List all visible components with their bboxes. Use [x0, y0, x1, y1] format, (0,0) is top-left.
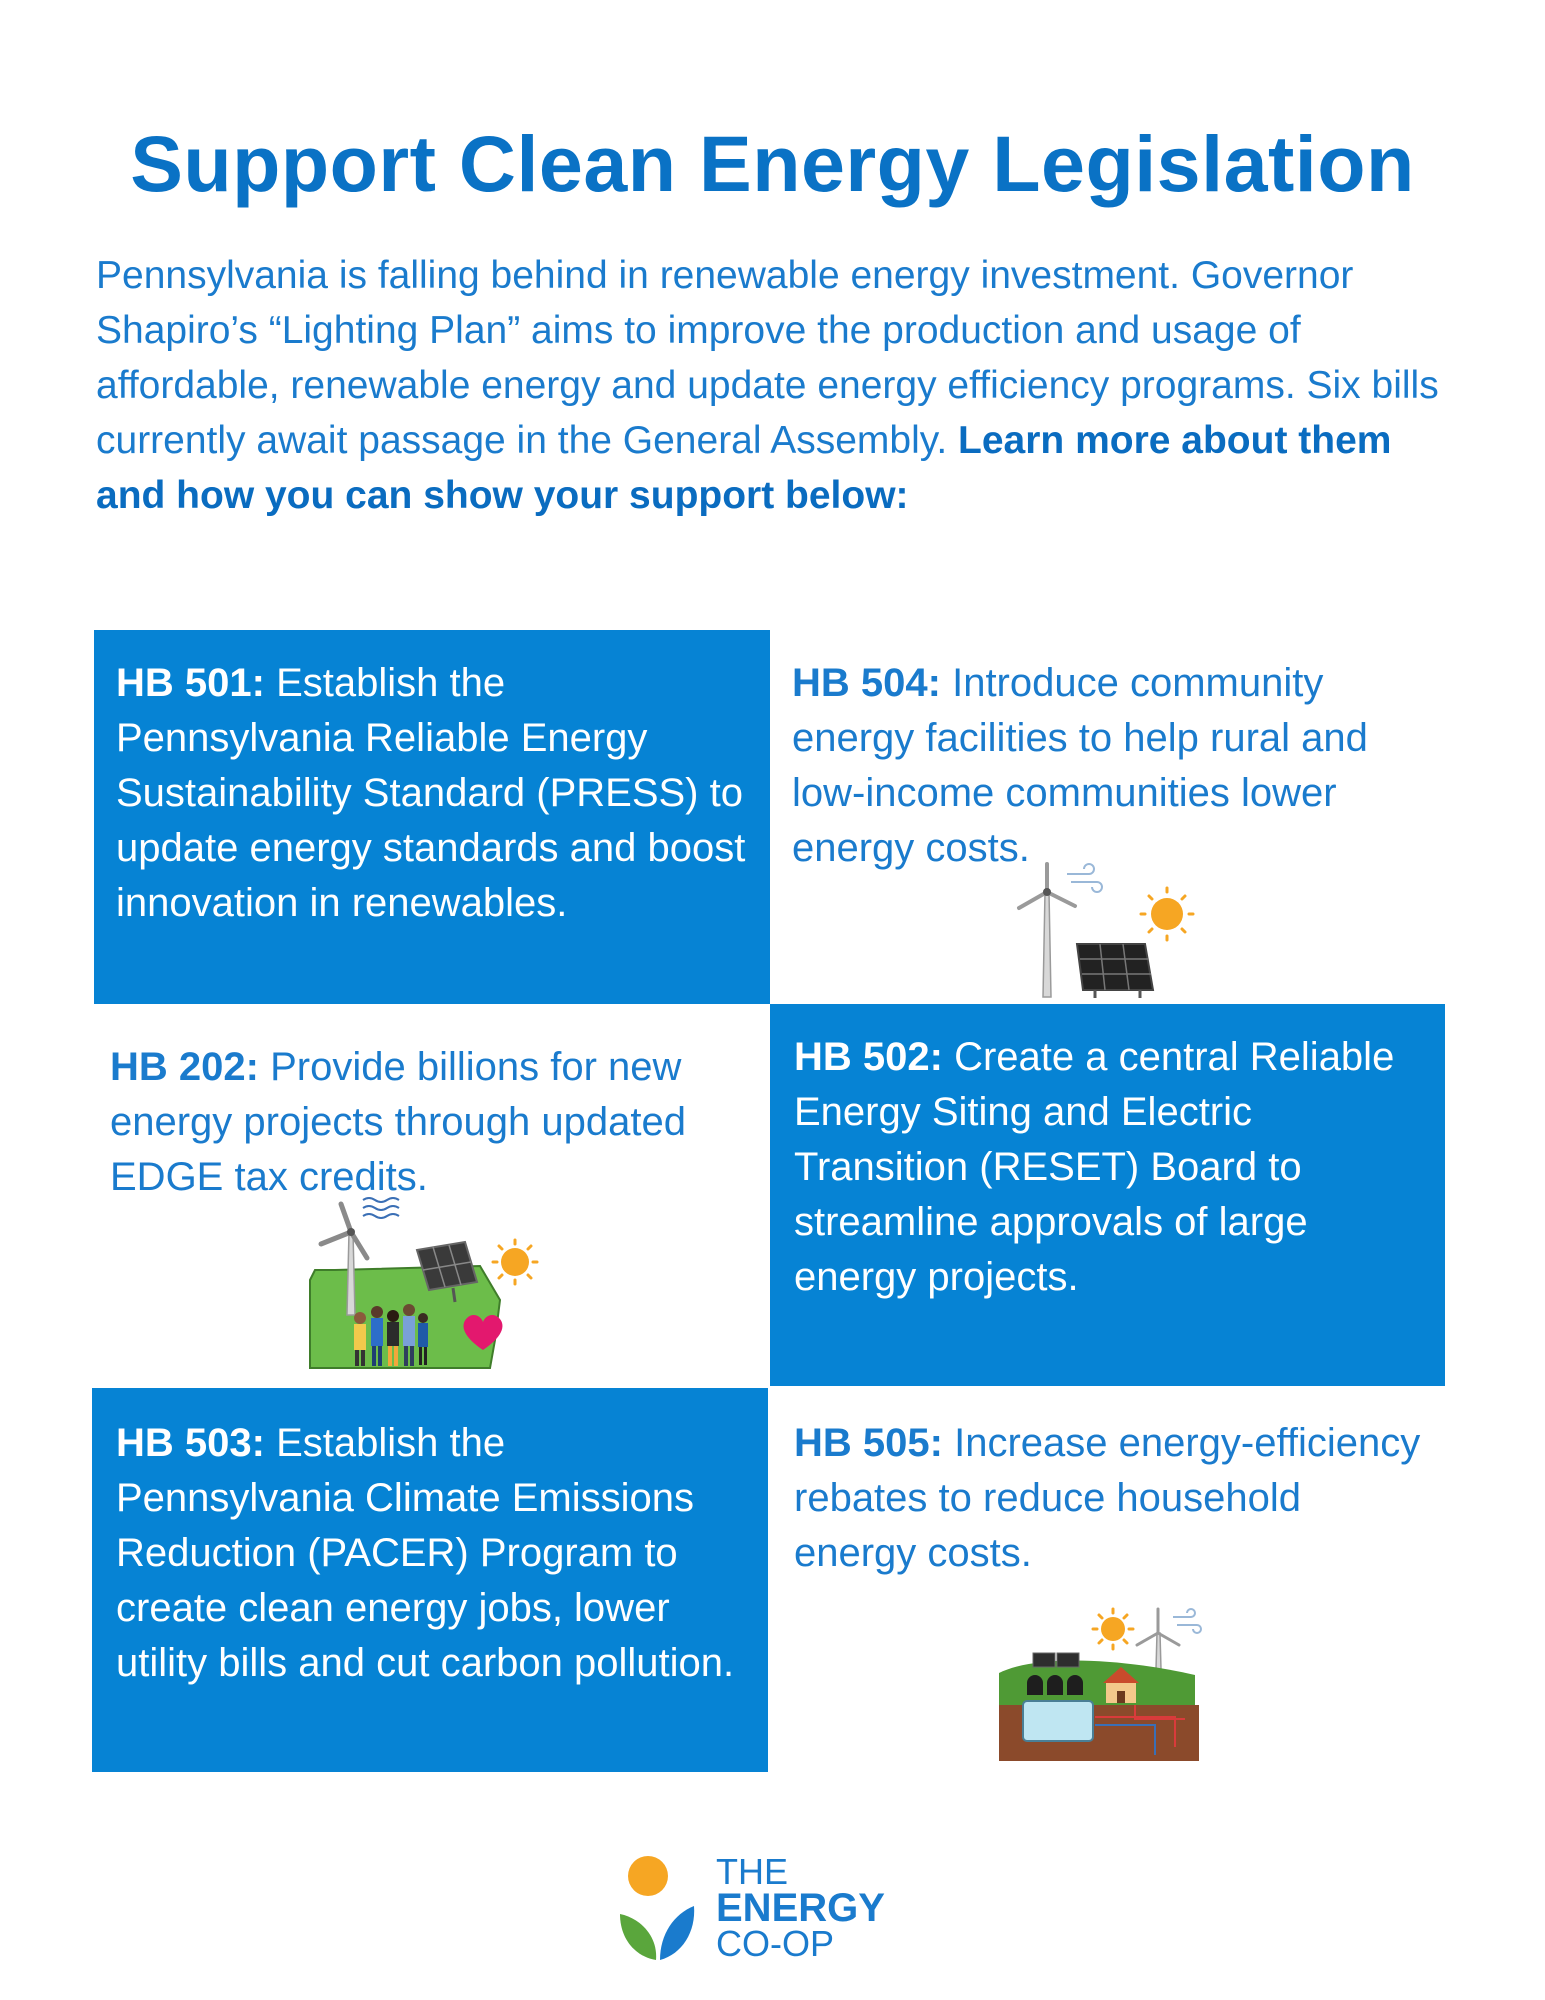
bill-code: HB 502: — [794, 1035, 943, 1079]
bill-card-hb503 — [92, 1388, 768, 1772]
pump-storage-arches — [1027, 1675, 1083, 1695]
bill-description — [116, 656, 752, 931]
bill-code: HB 503: — [116, 1421, 265, 1465]
bill-code: HB 504: — [792, 661, 941, 705]
wind-turbine-icon — [1019, 864, 1075, 997]
home-energy-illustration — [995, 1605, 1215, 1765]
sun-icon — [493, 1240, 537, 1284]
water-storage-icon — [1023, 1701, 1093, 1741]
page-title: Support Clean Energy Legislation — [130, 119, 1415, 208]
bill-code: HB 501: — [116, 661, 265, 705]
bill-description — [794, 1416, 1428, 1581]
logo-blue-leaf-icon — [660, 1906, 694, 1960]
wind-icon — [1173, 1609, 1201, 1633]
wind-icon — [363, 1198, 399, 1218]
bill-card-hb501 — [94, 630, 770, 1004]
bill-description — [110, 1040, 752, 1205]
logo-wordmark — [716, 1851, 885, 1964]
logo-line-the: THE — [716, 1851, 788, 1892]
bill-text: Establish the Pennsylvania Climate Emissions Reduction (PACER) Program to create clean energy jobs, lower utility bills and cut carbon pollution. — [116, 1421, 735, 1685]
logo-sun-icon — [628, 1856, 668, 1896]
intro-paragraph — [96, 248, 1466, 523]
pennsylvania-community-illustration — [305, 1190, 545, 1380]
sun-icon — [1093, 1609, 1133, 1649]
bill-text: Provide billions for new energy projects through updated EDGE tax credits. — [110, 1045, 686, 1199]
wind-solar-illustration — [1005, 862, 1205, 1002]
logo-line-energy: ENERGY — [716, 1886, 885, 1930]
bill-description — [792, 656, 1428, 876]
logo-line-coop: CO-OP — [716, 1923, 835, 1964]
logo-green-leaf-icon — [620, 1914, 656, 1960]
bill-description — [794, 1030, 1427, 1305]
bill-text: Introduce community energy facilities to help rural and low-income communities lower energy costs. — [792, 661, 1368, 870]
bill-code: HB 505: — [794, 1421, 943, 1465]
bill-text: Increase energy-efficiency rebates to reduce household energy costs. — [794, 1421, 1421, 1575]
wind-icon — [1067, 864, 1102, 892]
energy-coop-logo-icon — [612, 1848, 712, 1968]
intro-call-to-action: Learn more about them and how you can show your support below: — [96, 419, 1392, 517]
solar-panel-icon — [1077, 944, 1153, 998]
bill-card-hb502 — [770, 1004, 1445, 1386]
bill-description — [116, 1416, 750, 1691]
bill-text: Create a central Reliable Energy Siting and Electric Transition (RESET) Board to streamline approvals of large energy projects. — [794, 1035, 1395, 1299]
sun-icon — [1141, 888, 1193, 940]
bill-text: Establish the Pennsylvania Reliable Energy Sustainability Standard (PRESS) to update energy standards and boost innovation in renewables. — [116, 661, 746, 925]
intro-text: Pennsylvania is falling behind in renewable energy investment. Governor Shapiro’s “Lighting Plan” aims to improve the production and usage of affordable, renewable energy and update energy efficiency programs. Six bills currently await passage in the General Assembly. — [96, 254, 1439, 462]
bill-code: HB 202: — [110, 1045, 259, 1089]
